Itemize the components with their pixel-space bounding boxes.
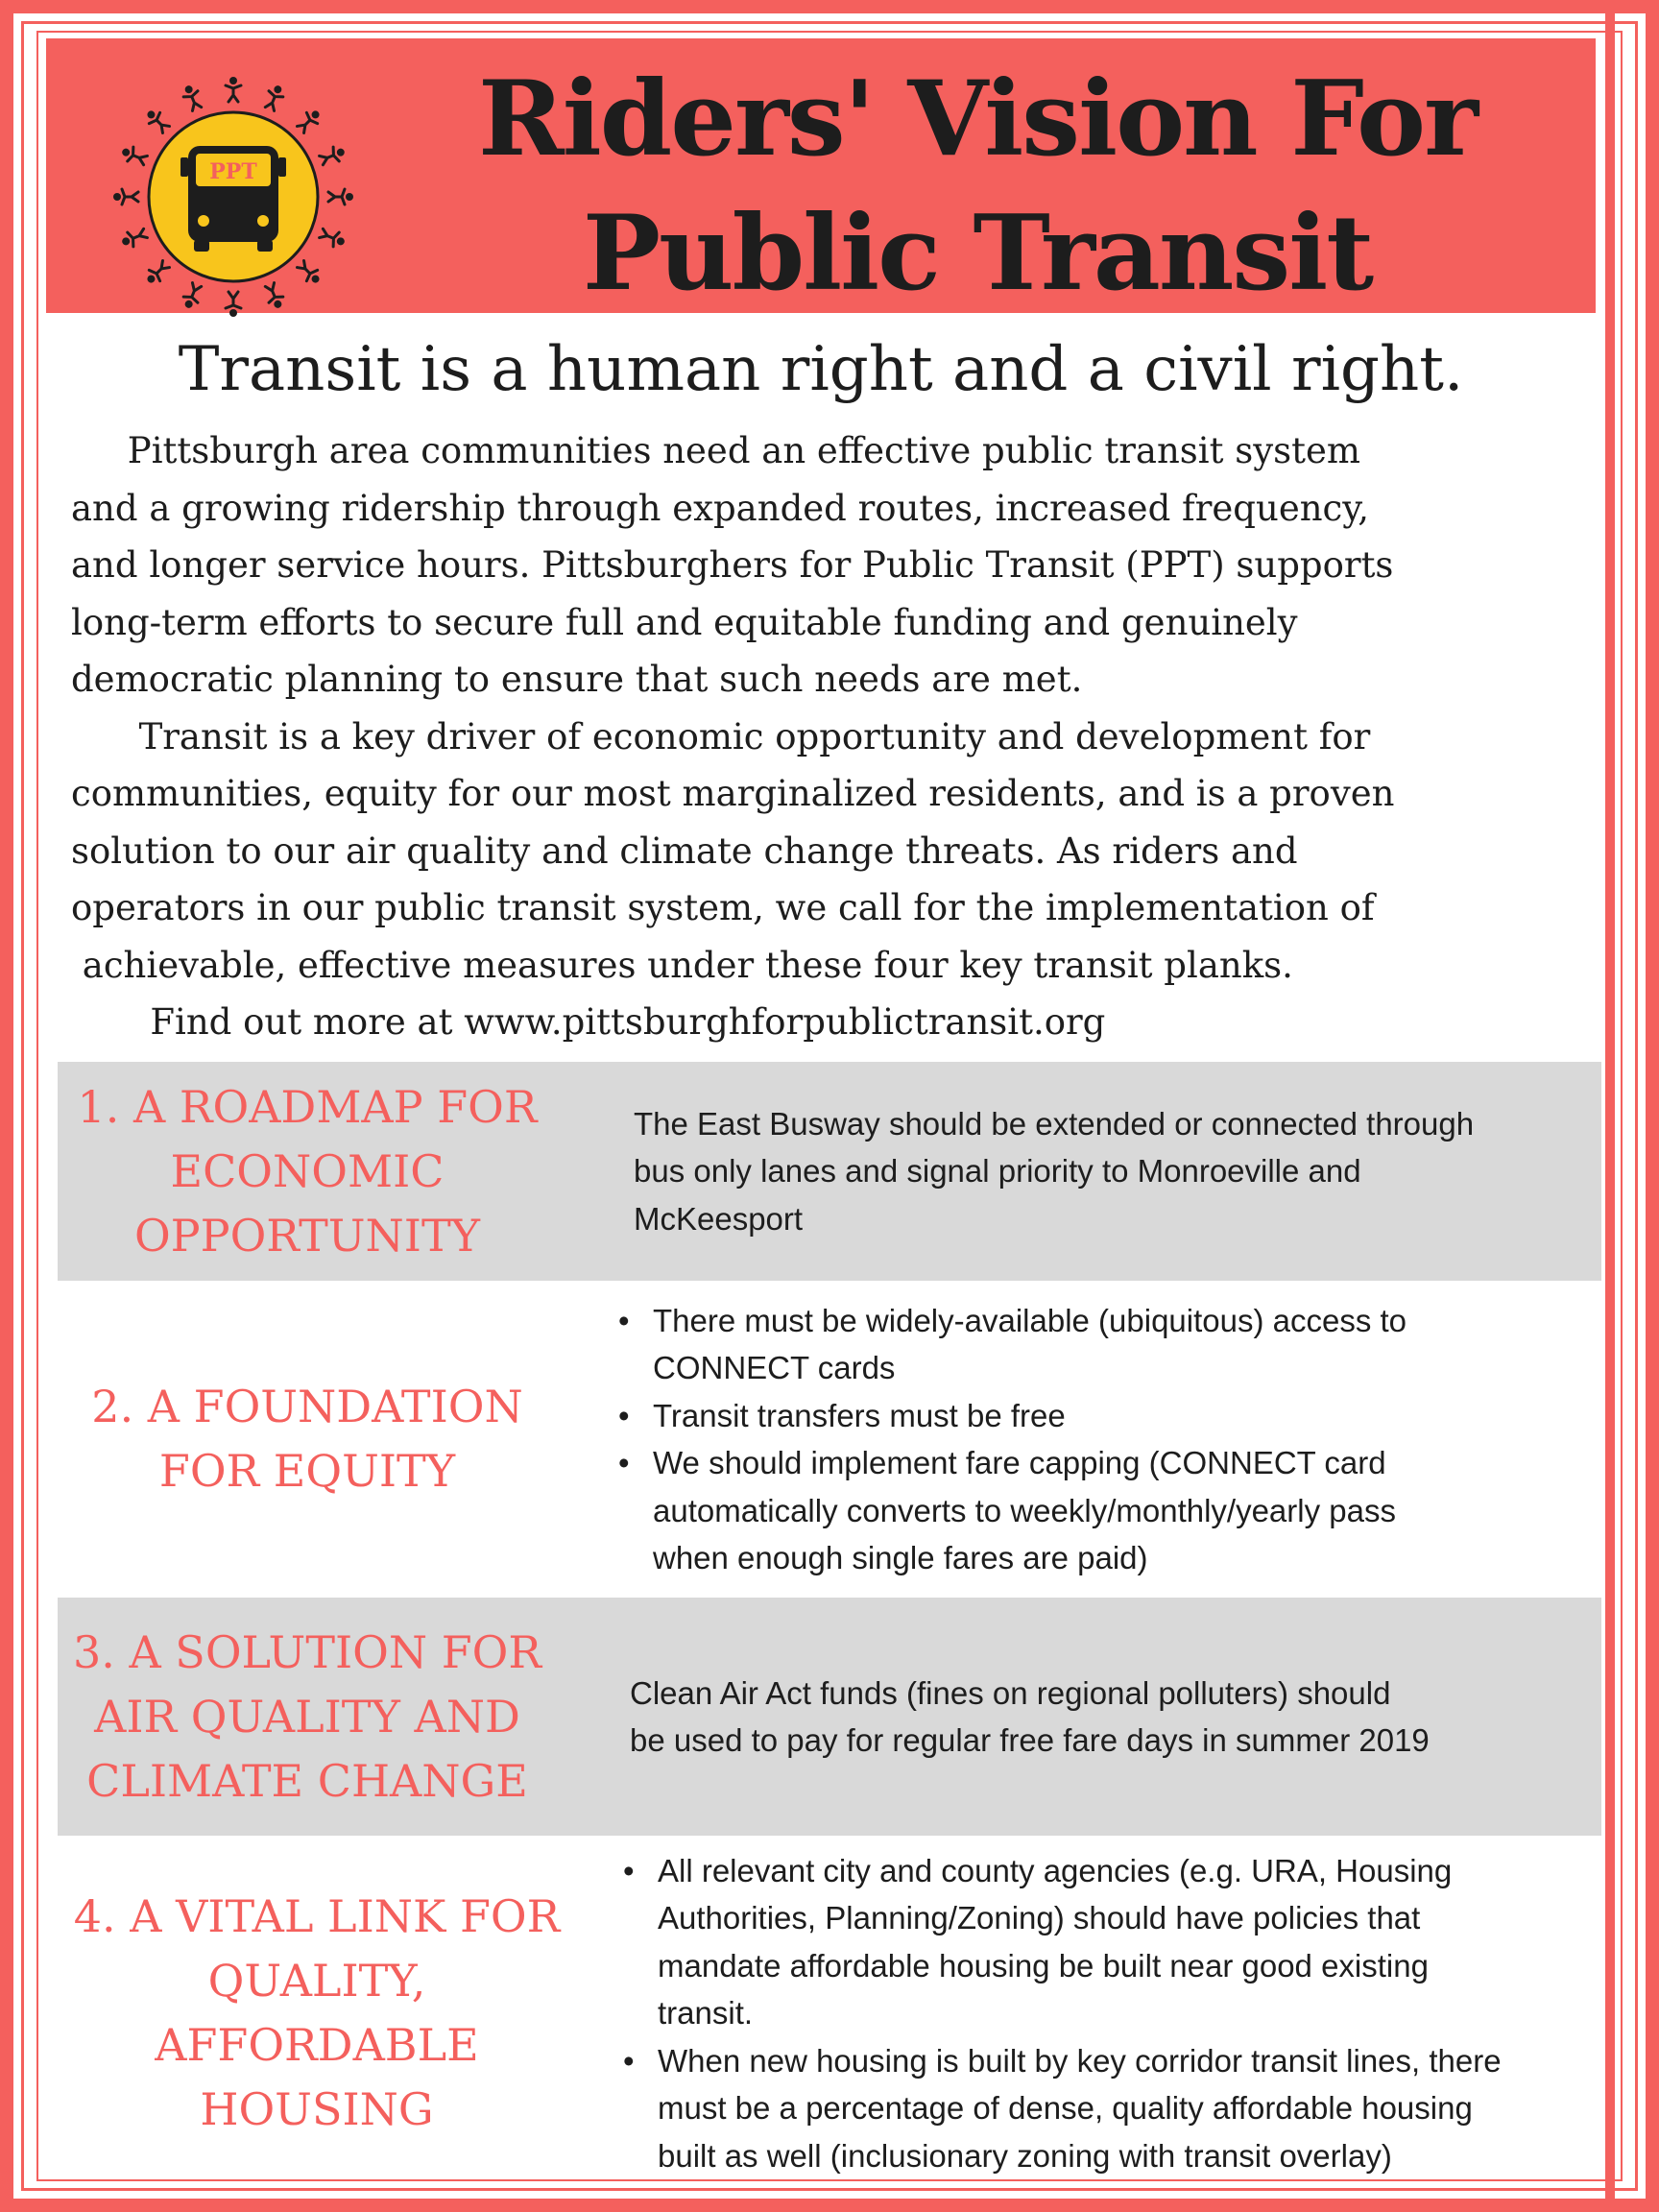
bullet-line: Authorities, Planning/Zoning) should have policies that [658,1900,1421,1936]
plank-body-line: The East Busway should be extended or connected through [634,1105,1475,1142]
plank-title-line: AFFORDABLE [155,2019,479,2071]
bullet-line: • All relevant city and county agencies (e.g. URA, Housing [658,1852,1453,1888]
plank-title-line: 4. A VITAL LINK FOR [73,1890,561,1942]
plank-title-line: HOUSING [200,2083,434,2135]
plank-title-line: 1. A ROADMAP FOR [77,1080,538,1133]
plank-title [58,1281,557,1598]
intro-line: solution to our air quality and climate change threats. As riders and [71,830,1298,872]
plank-body [619,1836,1601,2191]
person-figure-icon [143,107,172,135]
intro-line: achievable, effective measures under these four key transit planks. [71,944,1293,986]
bullet-line: built as well (inclusionary zoning with transit overlay) [658,2137,1392,2174]
bullet-item [614,1297,1582,1392]
plank-body-line: McKeesport [634,1200,804,1237]
person-figure-icon [295,258,324,287]
page-title-line: Public Transit [582,193,1373,314]
intro-line: long-term efforts to secure full and equitable funding and genuinely [71,601,1298,643]
plank-equity [58,1281,1601,1598]
bullet-list [614,1297,1582,1582]
bus-wheel [194,240,209,252]
bus-headlight [257,215,269,227]
plank-title-line: 2. A FOUNDATION [91,1381,523,1432]
bus-mirror [278,157,286,177]
person-figure-icon [113,189,138,204]
plank-body [634,1062,1582,1281]
ppt-logo [104,67,363,326]
header-banner [46,38,1596,313]
person-figure-icon [180,281,204,310]
person-figure-icon [119,144,148,168]
border-left [0,0,13,2212]
bullet-item [614,1439,1582,1582]
intro-text [71,422,1550,1051]
bullet-list [619,1847,1601,2180]
bullet-item [619,1847,1601,2037]
person-figure-icon [119,227,148,251]
bullet-line: • We should implement fare capping (CONNECT card [653,1445,1386,1480]
bullet-item [614,1392,1582,1440]
plank-title-line: OPPORTUNITY [133,1209,481,1262]
person-figure-icon [226,292,241,317]
person-figure-icon [226,77,241,102]
intro-line: Pittsburgh area communities need an effective public transit system [71,430,1360,471]
plank-body [614,1281,1582,1598]
plank-title [67,1836,566,2191]
plank-body-line: Clean Air Act funds (fines on regional polluters) should [630,1674,1391,1711]
person-figure-icon [180,83,204,111]
plank-title-line: AIR QUALITY AND [94,1690,520,1743]
intro-line: and longer service hours. Pittsburghers for Public Transit (PPT) supports [71,544,1394,586]
bullet-line: • There must be widely-available (ubiquitous) access to [653,1302,1407,1338]
plank-title [58,1598,557,1836]
plank-title [58,1062,557,1281]
plank-body-line: be used to pay for regular free fare days in summer 2019 [630,1722,1430,1758]
plank-title-line: CLIMATE CHANGE [86,1754,528,1807]
plank-title-line: FOR EQUITY [158,1445,456,1497]
intro-link-line: Find out more at www.pittsburghforpublictransit.org [71,1001,1106,1043]
page-title [411,52,1544,321]
plank-air-quality [58,1598,1601,1836]
subtitle: Transit is a human right and a civil right. [178,334,1464,405]
bullet-line: automatically converts to weekly/monthly/yearly pass [653,1492,1396,1528]
person-figure-icon [143,258,172,287]
intro-line: Transit is a key driver of economic opportunity and development for [71,715,1371,757]
border-bottom [0,2199,1659,2212]
intro-line: and a growing ridership through expanded routes, increased frequency, [71,487,1370,529]
plank-affordable-housing [58,1836,1601,2191]
person-figure-icon [263,83,287,111]
border-right-bar [1605,0,1615,2212]
intro-line: communities, equity for our most marginalized residents, and is a proven [71,773,1395,814]
bullet-line: when enough single fares are paid) [653,1540,1148,1575]
person-figure-icon [318,227,347,251]
bus-mirror [180,157,188,177]
bullet-item [619,2037,1601,2180]
page-title-line: Riders' Vision For [478,59,1477,180]
person-figure-icon [328,189,353,204]
border-right [1646,0,1659,2212]
border-top [0,0,1659,13]
bullet-line: • When new housing is built by key corridor transit lines, there [658,2042,1502,2079]
logo-text: PPT [209,159,257,184]
intro-line: democratic planning to ensure that such needs are met. [71,659,1083,700]
plank-body [630,1598,1582,1836]
bullet-line: CONNECT cards [653,1350,896,1385]
plank-economic-opportunity [58,1062,1601,1281]
plank-title-line: ECONOMIC [170,1144,445,1197]
plank-title-line: 3. A SOLUTION FOR [72,1625,542,1678]
bullet-line: transit. [658,1995,754,2032]
bus-headlight [198,215,209,227]
plank-body-line: bus only lanes and signal priority to Monroeville and [634,1153,1361,1190]
bullet-line: mandate affordable housing be built near good existing [658,1947,1429,1984]
person-figure-icon [318,144,347,168]
bullet-line: • Transit transfers must be free [653,1397,1066,1433]
plank-title-line: QUALITY, [207,1955,426,2007]
person-figure-icon [263,281,287,310]
person-figure-icon [295,107,324,135]
bullet-line: must be a percentage of dense, quality affordable housing [658,2090,1473,2127]
intro-line: operators in our public transit system, we call for the implementation of [71,887,1375,928]
bus-wheel [257,240,273,252]
